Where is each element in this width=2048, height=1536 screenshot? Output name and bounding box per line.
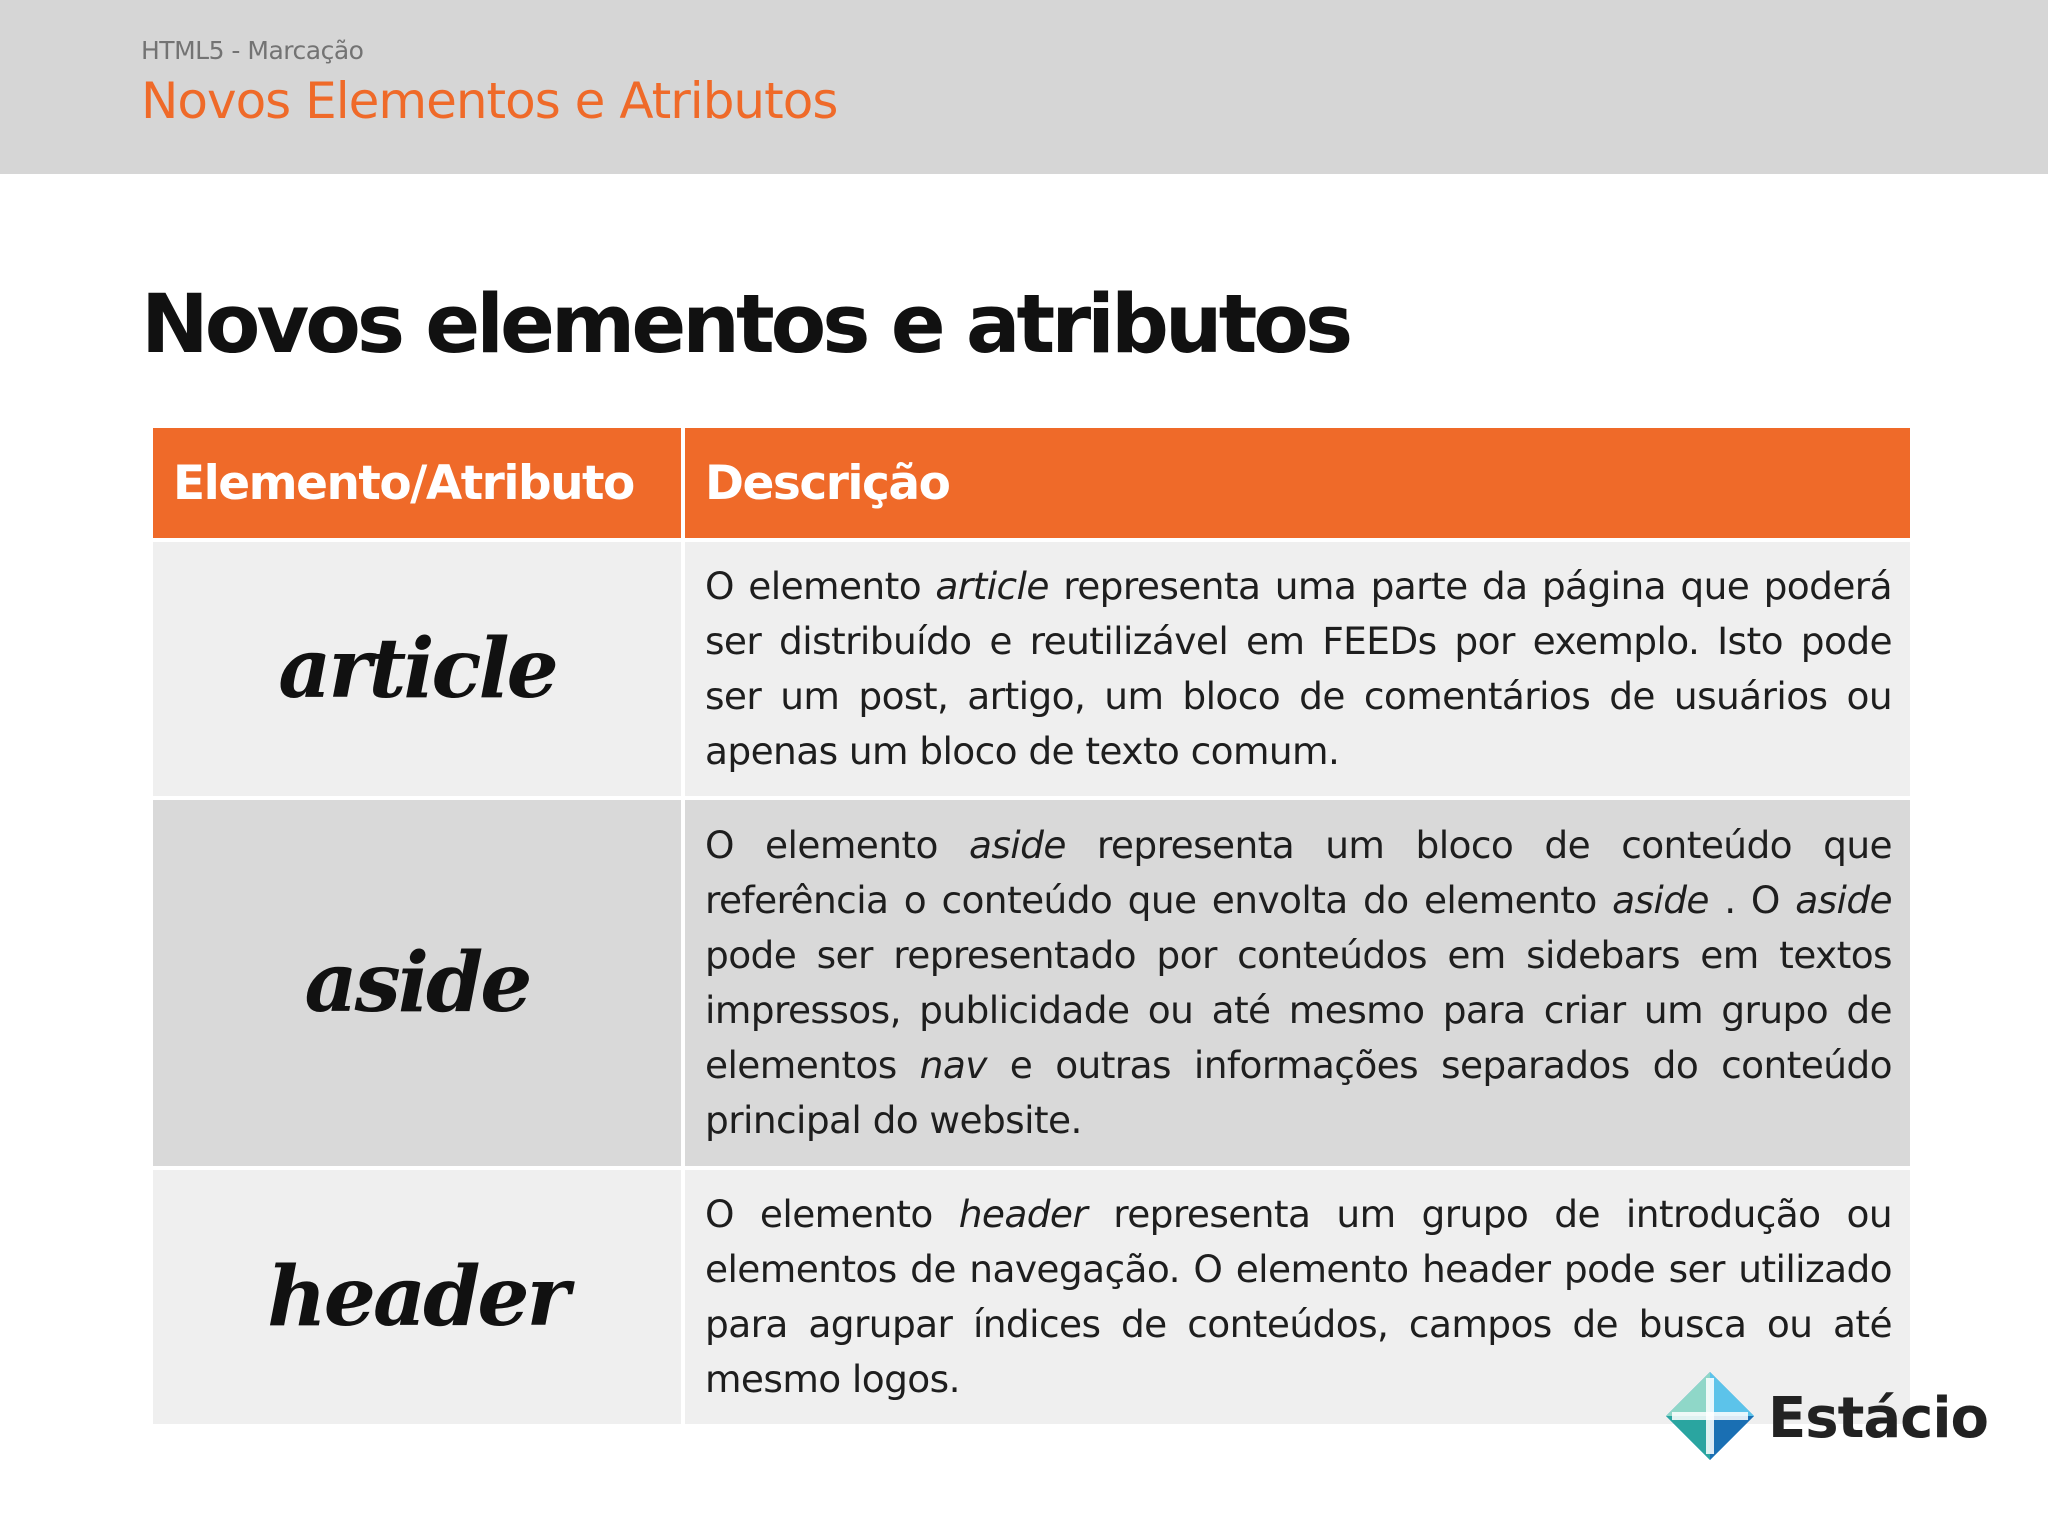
description-text: representa um grupo de introdução ou elementos de navegação. O elemento header pode ser utilizado para agrupar índices de conteúdos, campos de busca ou até mesmo logos. bbox=[705, 1192, 1892, 1401]
description-text: representa uma parte da página que poderá ser distribuído e reutilizável em FEEDs por exemplo. Isto pode ser um post, artigo, um bloco de comentários de usuários ou apenas um bloco de texto comum. bbox=[705, 564, 1892, 773]
column-header-element: Elemento/Atributo bbox=[153, 428, 683, 540]
elements-table bbox=[153, 428, 1910, 1424]
page-title: Novos elementos e atributos bbox=[141, 278, 1350, 372]
italic-term: aside bbox=[1795, 878, 1893, 922]
italic-term: header bbox=[958, 1192, 1088, 1236]
italic-term: nav bbox=[919, 1043, 987, 1087]
element-name: header bbox=[153, 1168, 683, 1424]
description-text: representa um bloco de conteúdo que referência o conteúdo que envolta do elemento bbox=[705, 823, 1892, 922]
element-description bbox=[683, 540, 1910, 798]
element-name: aside bbox=[153, 798, 683, 1168]
logo-text: Estácio bbox=[1768, 1386, 1989, 1451]
element-description bbox=[683, 798, 1910, 1168]
description-text: pode ser representado por conteúdos em sidebars em textos impressos, publicidade ou até mesmo para criar um grupo de elementos bbox=[705, 933, 1892, 1087]
table-row bbox=[153, 1168, 1910, 1424]
estacio-diamond-logo-icon bbox=[1662, 1368, 1758, 1464]
section-title: Novos Elementos e Atributos bbox=[141, 72, 838, 130]
italic-term: aside bbox=[968, 823, 1066, 867]
table-row bbox=[153, 798, 1910, 1168]
description-text: . O bbox=[1708, 878, 1796, 922]
estacio-logo bbox=[1662, 1368, 2002, 1468]
italic-term: aside bbox=[1612, 878, 1709, 922]
element-name: article bbox=[153, 540, 683, 798]
description-text: e outras informações separados do conteúdo principal do website. bbox=[705, 1043, 1892, 1142]
description-text: O elemento bbox=[705, 564, 936, 608]
description-text: O elemento bbox=[705, 823, 969, 867]
description-text: O elemento bbox=[705, 1192, 959, 1236]
breadcrumb: HTML5 - Marcação bbox=[141, 36, 364, 65]
column-header-description: Descrição bbox=[683, 428, 1910, 540]
italic-term: article bbox=[935, 564, 1049, 608]
table-row bbox=[153, 540, 1910, 798]
table-header-row bbox=[153, 428, 1910, 540]
